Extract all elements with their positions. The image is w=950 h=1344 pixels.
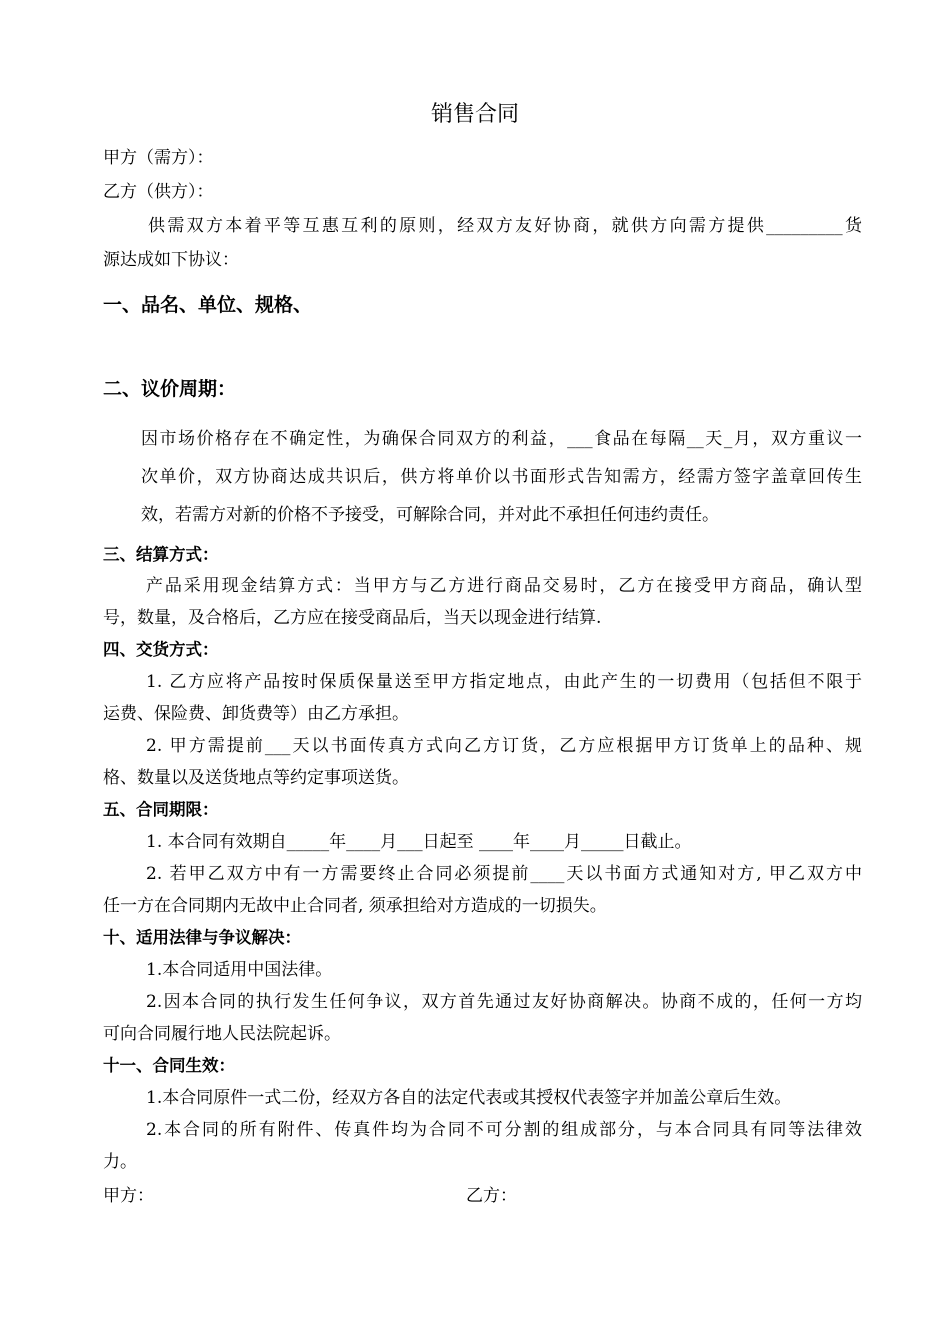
section-3-line-2: 号，数量，及合格后，乙方应在接受商品后，当天以现金进行结算. bbox=[103, 608, 602, 628]
section-5-item-2-line-1: 2. 若甲乙双方中有一方需要终止合同必须提前____天以书面方式通知对方, 甲乙双方中 bbox=[146, 864, 862, 884]
section-3-line-1: 产品采用现金结算方式：当甲方与乙方进行商品交易时，乙方在接受甲方商品，确认型 bbox=[146, 576, 862, 596]
section-11-item-1: 1.本合同原件一式二份，经双方各自的法定代表或其授权代表签字并加盖公章后生效。 bbox=[146, 1088, 792, 1108]
section-1-heading: 一、品名、单位、规格、 bbox=[103, 294, 313, 316]
party-a-label: 甲方（需方）： bbox=[103, 148, 214, 168]
section-10-item-1: 1.本合同适用中国法律。 bbox=[146, 960, 333, 980]
section-5-heading: 五、合同期限： bbox=[103, 800, 219, 819]
signature-party-b: 乙方： bbox=[466, 1186, 517, 1206]
section-2-heading: 二、议价周期： bbox=[103, 378, 237, 400]
section-4-item-1-line-1: 1. 乙方应将产品按时保质保量送至甲方指定地点，由此产生的一切费用（包括但不限于 bbox=[146, 672, 862, 692]
section-10-item-2-line-2: 可向合同履行地人民法院起诉。 bbox=[103, 1024, 341, 1044]
section-3-heading: 三、结算方式： bbox=[103, 545, 219, 564]
party-b-label: 乙方（供方）： bbox=[103, 182, 214, 202]
section-4-heading: 四、交货方式： bbox=[103, 640, 219, 659]
section-11-item-2-line-1: 2.本合同的所有附件、传真件均为合同不可分割的组成部分，与本合同具有同等法律效 bbox=[146, 1120, 862, 1140]
section-2-line-2: 次单价，双方协商达成共识后，供方将单价以书面形式告知需方，经需方签字盖章回传生 bbox=[141, 467, 862, 487]
section-10-item-2-line-1: 2.因本合同的执行发生任何争议，双方首先通过友好协商解决。协商不成的，任何一方均 bbox=[146, 992, 862, 1012]
section-11-heading: 十一、合同生效： bbox=[103, 1056, 235, 1075]
section-5-item-1: 1. 本合同有效期自_____年____月___日起至 ____年____月_____日截止。 bbox=[146, 832, 692, 852]
intro-line-2: 源达成如下协议： bbox=[103, 250, 239, 270]
section-5-item-2-line-2: 任一方在合同期内无故中止合同者, 须承担给对方造成的一切损失。 bbox=[103, 896, 607, 916]
section-11-item-2-line-2: 力。 bbox=[103, 1152, 137, 1172]
signature-party-a: 甲方： bbox=[103, 1186, 154, 1206]
section-4-item-2-line-1: 2. 甲方需提前___天以书面传真方式向乙方订货，乙方应根据甲方订货单上的品种、规 bbox=[146, 736, 862, 756]
section-4-item-2-line-2: 格、数量以及送货地点等约定事项送货。 bbox=[103, 768, 409, 788]
intro-line-1: 供需双方本着平等互惠互利的原则，经双方友好协商，就供方向需方提供_________货 bbox=[148, 216, 862, 236]
section-2-line-1: 因市场价格存在不确定性，为确保合同双方的利益，___食品在每隔__天_月，双方重议一 bbox=[141, 429, 862, 449]
document-title: 销售合同 bbox=[430, 102, 519, 127]
section-2-line-3: 效，若需方对新的价格不予接受，可解除合同，并对此不承担任何违约责任。 bbox=[141, 505, 719, 525]
section-10-heading: 十、适用法律与争议解决： bbox=[103, 928, 301, 947]
section-4-item-1-line-2: 运费、保险费、卸货费等）由乙方承担。 bbox=[103, 704, 409, 724]
